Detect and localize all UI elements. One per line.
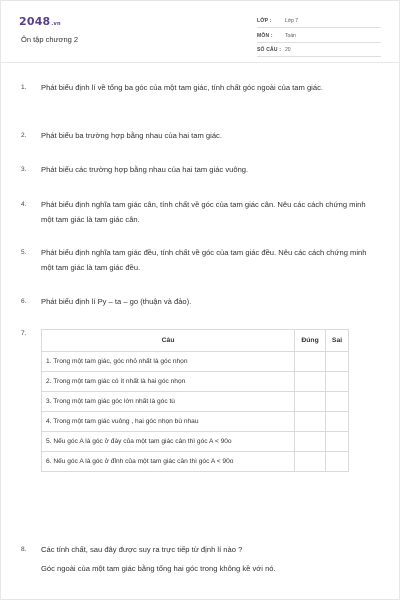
meta-class-row [257, 15, 381, 28]
question-list [1, 63, 400, 600]
table-row [42, 412, 349, 432]
statement-cell: 5. Nếu góc A là góc ở đáy của một tam giác cân thì góc A < 90o [42, 432, 295, 452]
question-number: 2. [21, 132, 27, 139]
question-text: Phát biểu định lí Py – ta – go (thuận và đảo). [41, 297, 192, 306]
true-cell[interactable] [295, 352, 326, 372]
table-row [42, 432, 349, 452]
true-cell[interactable] [295, 412, 326, 432]
false-cell[interactable] [326, 432, 349, 452]
meta-class-label: LỚP : [257, 18, 272, 24]
true-cell[interactable] [295, 432, 326, 452]
false-cell[interactable] [326, 412, 349, 432]
table-row [42, 352, 349, 372]
meta-count-row [257, 44, 381, 57]
table-header-statement: Câu [42, 330, 295, 352]
question-number: 8. [21, 546, 27, 553]
meta-subject-row [257, 30, 381, 43]
meta-subject-value: Toán [285, 33, 296, 39]
question-number: 3. [21, 166, 27, 173]
statement-cell: 6. Nếu góc A là góc ở đỉnh của một tam giác cân thì góc A < 90o [42, 452, 295, 472]
statement-cell: 4. Trong một tam giác vuông , hai góc nhọn bù nhau [42, 412, 295, 432]
meta-class-value: Lớp 7 [285, 18, 299, 24]
question-text: Phát biểu ba trường hợp bằng nhau của hai tam giác. [41, 131, 222, 140]
statement-cell: 3. Trong một tam giác góc lớn nhất là góc tù [42, 392, 295, 412]
document-title: Ôn tập chương 2 [21, 35, 79, 44]
question-text: Phát biểu định nghĩa tam giác cân, tính chất về góc của tam giác cân. Nêu các cách chứng minh một tam giác là tam giác cân. [41, 200, 366, 224]
question-text: Các tính chất, sau đây được suy ra trực tiếp từ định lí nào ? [41, 545, 243, 554]
true-cell[interactable] [295, 372, 326, 392]
table-header-row [42, 330, 349, 352]
answer-text: Góc ngoài của một tam giác bằng tổng hai góc trong không kề với nó. [41, 564, 276, 573]
statement-cell: 2. Trong một tam giác có ít nhất là hai góc nhọn [42, 372, 295, 392]
table-row [42, 392, 349, 412]
table-header-false: Sai [326, 330, 349, 352]
logo-suffix: .vn [51, 21, 61, 27]
false-cell[interactable] [326, 392, 349, 412]
question-number: 1. [21, 84, 27, 91]
question-text: Phát biểu các trường hợp bằng nhau của hai tam giác vuông. [41, 165, 249, 174]
question-number: 5. [21, 249, 27, 256]
question-number: 4. [21, 201, 27, 208]
site-logo[interactable] [19, 15, 61, 28]
logo-main: 2048 [19, 15, 51, 28]
statement-cell: 1. Trong một tam giác, góc nhỏ nhất là góc nhọn [42, 352, 295, 372]
true-cell[interactable] [295, 392, 326, 412]
true-cell[interactable] [295, 452, 326, 472]
question-text: Phát biểu định nghĩa tam giác đều, tính chất về góc của tam giác đều. Nêu các cách chứng minh một tam giác là tam giác đều. [41, 248, 367, 272]
table-header-true: Đúng [295, 330, 326, 352]
question-number: 7. [21, 330, 27, 337]
table-row [42, 372, 349, 392]
table-row [42, 452, 349, 472]
meta-count-label: SỐ CÂU : [257, 47, 282, 53]
meta-subject-label: MÔN : [257, 33, 273, 39]
true-false-table [41, 329, 349, 472]
question-number: 6. [21, 298, 27, 305]
false-cell[interactable] [326, 352, 349, 372]
worksheet-header [1, 1, 400, 63]
meta-count-value: 20 [285, 47, 291, 53]
false-cell[interactable] [326, 372, 349, 392]
question-text: Phát biểu định lí về tổng ba góc của một tam giác, tính chất góc ngoài của tam giác. [41, 83, 323, 92]
false-cell[interactable] [326, 452, 349, 472]
